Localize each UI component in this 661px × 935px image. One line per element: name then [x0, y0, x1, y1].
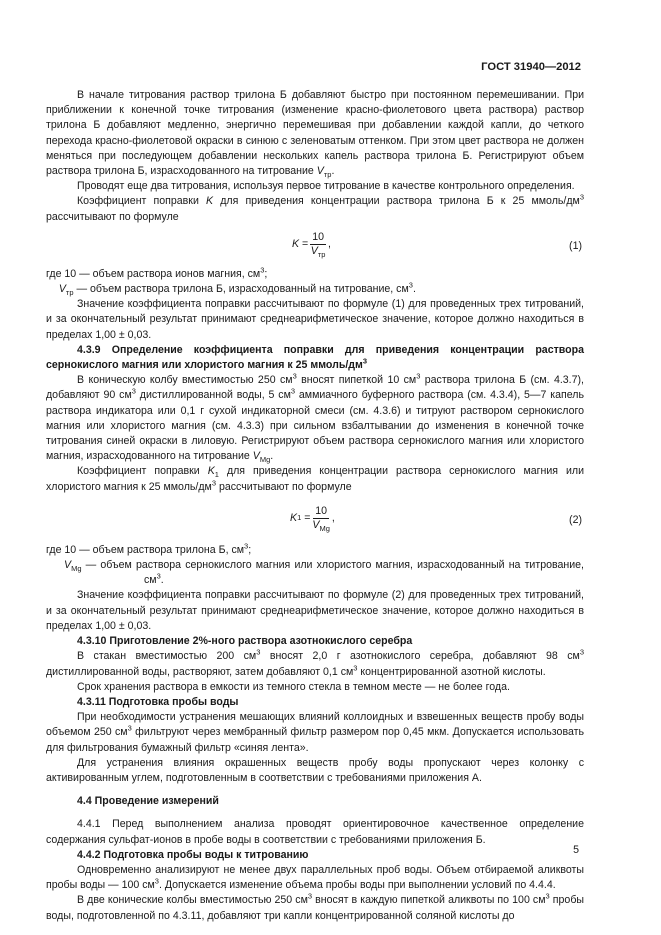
- formula-2: [46, 503, 584, 541]
- formula-2-expression: K 1 = $\frac{10}{V_{Mg}}$ ,: [290, 504, 335, 533]
- formula-1-where-1: где 10 — объем раствора ионов магния, $см^3$;: [46, 265, 268, 280]
- paragraph-aliquots: В две конические колбы вместимостью 250 $см^3$ вносят в каждую пипеткой аликвоты по 100 $см^3$ пробы воды, подготовленной по 4.3.11, добавляют три капли концентрированной соляной кислоты до: [46, 891, 584, 922]
- paragraph-factor-2-result: Значение коэффициента поправки рассчитывают по формуле (2) для проведенных трех титрований, и за окончательный результат принимают среднеарифметическое значение, которое должно находиться в пределах 1,00 ± 0,03.: [46, 589, 584, 632]
- paragraph-sample-filtering: При необходимости устранения мешающих влияний коллоидных и взвешенных веществ пробу воды объемом 250 $см^3$ фильтруют через мембранный фильтр размером пор 0,45 мкм. Допускается использовать для фильтрования бумажный фильтр «синяя лента».: [46, 711, 584, 754]
- formula-2-number: (2): [569, 513, 582, 526]
- formula-2-where-1: где 10 — объем раствора трилона Б, $см^3$;: [46, 541, 252, 556]
- formula-2-where-2: $V_{Mg}$ — объем раствора сернокислого магния или хлористого магния, израсходованный на титрование, $см^3$.: [64, 559, 584, 587]
- heading-4-3-10: 4.3.10 Приготовление 2%-ного раствора азотнокислого серебра: [77, 635, 413, 648]
- formula-1-fraction: $\frac{10}{V_{тр}}$: [310, 230, 326, 259]
- paragraph-factor-1-result: Значение коэффициента поправки рассчитывают по формуле (1) для проведенных трех титрований, и за окончательный результат принимают среднеарифметическое значение, которое должно находиться в пределах 1,00 ± 0,03.: [46, 298, 584, 341]
- formula-1-number: (1): [569, 239, 582, 252]
- paragraph-correction-factor-intro: Коэффициент поправки K для приведения концентрации раствора трилона Б к 25 ммоль/$дм^3$ рассчитывают по формуле: [46, 192, 584, 223]
- heading-4-4: 4.4 Проведение измерений: [77, 795, 219, 808]
- heading-4-3-11: 4.3.11 Подготовка пробы воды: [77, 695, 239, 708]
- paragraph-silver-nitrate-prep: В стакан вместимостью 200 $см^3$ вносят 2,0 г азотнокислого серебра, добавляют 98 $см^3$ дистиллированной воды, растворяют, затем добавляют 0,1 $см^3$ концентрированной азотной кислоты.: [46, 647, 584, 678]
- page-number: 5: [573, 844, 579, 856]
- paragraph-magnesium-titration: В коническую колбу вместимостью 250 $см^3$ вносят пипеткой 10 $см^3$ раствора трилона Б (см. 4.3.7), добавляют 90 $см^3$ дистиллированной воды, 5 $см^3$ аммиачного буферного раствора (см. 4.3.4), 5—7 капель раствора индикатора или 0,1 г сухой индикаторной смеси (см. 4.3.6) и титруют раствором сернокислого магния или хлористого магния (см. 4.3.3) при сильном взбалтывании до изменения в конечной точке титрования синей окраски в лиловую. Регистрируют объем раствора сернокислого магния или хлористого магния, израсходованного на титрование $V_{Mg}$.: [46, 371, 584, 465]
- paragraph-correction-factor-k1-intro: Коэффициент поправки $K_1$ для приведения концентрации раствора сернокислого магния или хлористого магния к 25 ммоль/$дм^3$ рассчитывают по формуле: [46, 465, 584, 493]
- paragraph-titration-start: В начале титрования раствор трилона Б добавляют быстро при постоянном перемешивании. При приближении к конечной точке титрования (изменение красно-фиолетового цвета раствора) раствор трилона Б добавляют медленно, энергично перемешивая при добавлении каждой капли, до четкого перехода красно-фиолетовой окраски в синюю с зеленоватым оттенком. При этом цвет раствора не должен меняться при последующем добавлении нескольких капель раствора трилона Б. Регистрируют объем раствора трилона Б, израсходованного на титрование $V_{тр}$.: [46, 89, 584, 180]
- heading-4-4-2: 4.4.2 Подготовка пробы воды к титрованию: [77, 848, 309, 861]
- formula-2-fraction: $\frac{10}{V_{Mg}}$: [312, 504, 330, 533]
- paragraph-repeat-titrations: Проводят еще два титрования, используя первое титрование в качестве контрольного определения.: [77, 180, 575, 193]
- standard-designation: ГОСТ 31940—2012: [481, 61, 581, 73]
- paragraph-colored-substances: Для устранения влияния окрашенных веществ пробу воды пропускают через колонку с активированным углем, подготовленным в соответствии с требованиями приложения А.: [46, 756, 584, 784]
- paragraph-4-4-1: 4.4.1 Перед выполнением анализа проводят ориентировочное качественное определение содержания сульфат-ионов в пробе воды в соответствии с требованиями приложения Б.: [46, 818, 584, 846]
- formula-1-expression: K = $\frac{10}{V_{тр}}$ ,: [292, 230, 331, 259]
- formula-1: [46, 231, 584, 265]
- paragraph-storage-term: Срок хранения раствора в емкости из темного стекла в темном месте — не более года.: [77, 680, 510, 693]
- paragraph-parallel-samples: Одновременно анализируют не менее двух параллельных проб воды. Объем отбираемой аликвоты пробы воды — 100 $см^3$. Допускается изменение объема пробы воды при выполнении условий по 4.4.4.: [46, 863, 584, 892]
- heading-4-3-9: 4.3.9 Определение коэффициента поправки для приведения концентрации раствора сернокислого магния или хлористого магния к 25 ммоль/$дм^3$: [46, 343, 584, 372]
- formula-1-where-2: $V_{тр}$ — объем раствора трилона Б, израсходованный на титрование, $см^3$.: [58, 280, 416, 298]
- document-body: [46, 88, 584, 924]
